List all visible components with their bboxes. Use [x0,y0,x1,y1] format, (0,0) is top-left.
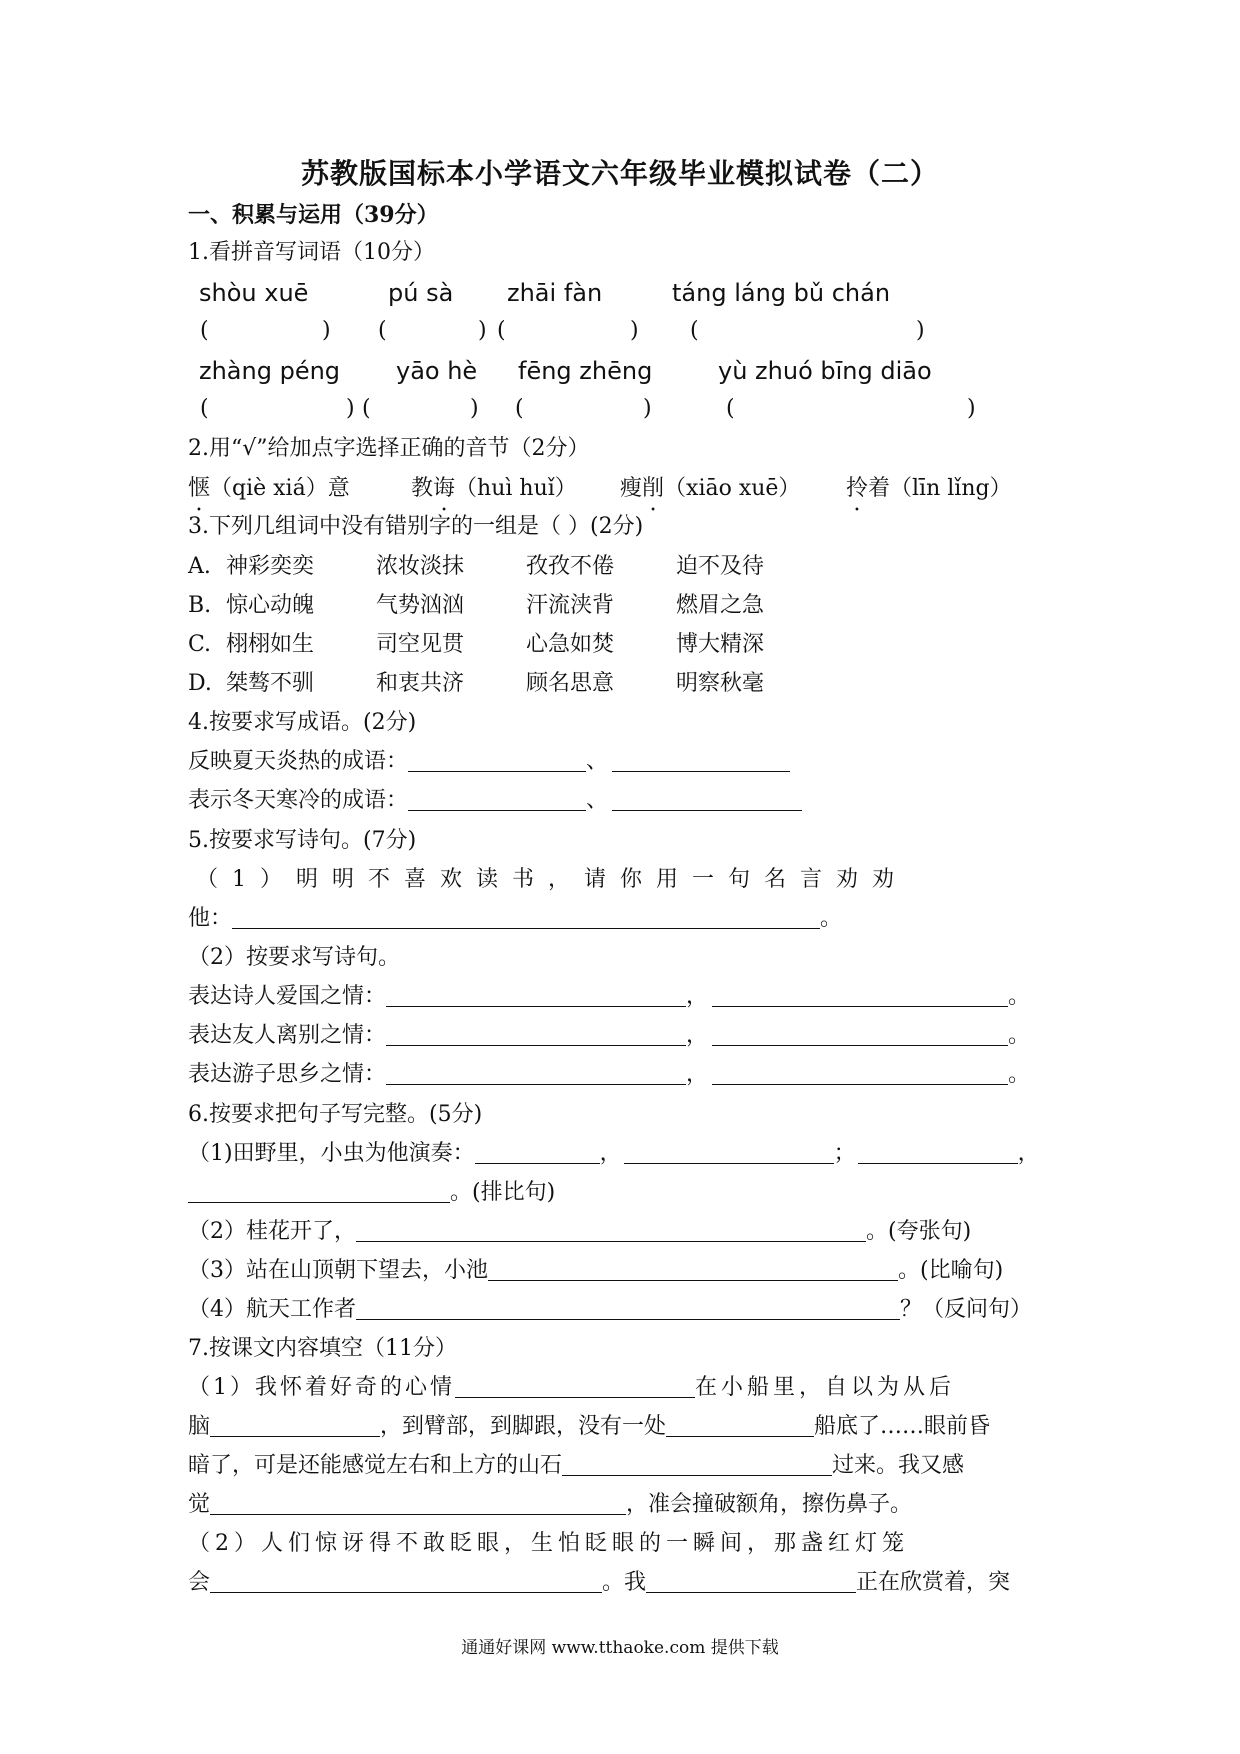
q7-line: 暗了，可是还能感觉左右和上方的山石 过来。我又感 [188,1453,965,1478]
poem-line: 表达游子思乡之情： ， 。 [188,1062,1031,1087]
pinyin: yāo hè [396,357,478,385]
option-word: 明察秋毫 [676,671,765,696]
q2-heading: 2.用“√”给加点字选择正确的音节（2分） [188,436,590,461]
section-heading: 一、积累与运用（39分） [188,202,439,228]
q1-heading: 1.看拼音写词语（10分） [188,240,435,265]
option-word: 气势汹汹 [376,593,465,618]
answer-paren-right: ) [478,318,487,343]
option-word: 和衷共济 [376,671,465,696]
option-word: 神彩奕奕 [226,554,315,579]
answer-blank[interactable] [712,1062,1008,1085]
pinyin: zhāi fàn [507,279,603,307]
q4-heading: 4.按要求写成语。(2分) [188,710,417,735]
answer-blank[interactable] [408,749,586,772]
option-label: C. [188,632,212,657]
option-word: 汗流浃背 [526,593,615,618]
answer-paren-right: ) [643,396,652,421]
answer-blank[interactable] [210,1414,380,1437]
poem-line: 表达诗人爱国之情： ， 。 [188,984,1031,1009]
answer-blank[interactable] [858,1141,1018,1164]
q5-sub: （2）按要求写诗句。 [188,945,400,970]
q5-prompt: （1）明明不喜欢读书，请你用一句名言劝劝 [196,867,908,892]
exam-title: 苏教版国标本小学语文六年级毕业模拟试卷（二） [300,157,939,190]
answer-blank[interactable] [712,984,1008,1007]
option-label: B. [188,593,212,618]
q2-item: 瘦削（xiāo xuē） [620,476,801,501]
answer-blank[interactable] [624,1141,834,1164]
q6-s1-cont: 。(排比句) [188,1178,555,1208]
option-label: D. [188,671,212,696]
q7-heading: 7.按课文内容填空（11分） [188,1336,457,1361]
answer-blank[interactable] [612,749,790,772]
q7-line: 会 。我 正在欣赏着，突 [188,1570,1011,1595]
option-word: 顾名思意 [526,671,615,696]
answer-paren-right: ) [470,396,479,421]
answer-blank[interactable] [712,1023,1008,1046]
answer-blank[interactable] [356,1219,866,1242]
q6-s1: （1)田野里，小虫为他演奏： ， ； ， [188,1141,1040,1166]
q4-winter-line: 表示冬天寒冷的成语： 、 [188,786,802,816]
option-word: 栩栩如生 [226,632,315,657]
answer-paren-right: ) [322,318,331,343]
pinyin: táng láng bǔ chán [672,279,891,307]
answer-paren-left: ( [200,318,209,343]
q2-item: 拎着（līn lǐng） [846,476,1012,501]
answer-blank[interactable] [210,1570,602,1593]
q7-line: （1）我怀着好奇的心情 在小船里，自以为从后 [188,1375,956,1400]
answer-paren-right: ) [630,318,639,343]
q2-item: 教诲（huì huǐ） [411,476,577,501]
answer-blank[interactable] [188,1180,450,1203]
answer-blank[interactable] [488,1258,898,1281]
answer-paren-left: ( [497,318,506,343]
answer-blank[interactable] [232,906,820,929]
answer-blank[interactable] [666,1414,814,1437]
option-word: 心急如焚 [526,632,615,657]
q7-line: （2）人们惊讶得不敢眨眼，生怕眨眼的一瞬间，那盏红灯笼 [188,1531,909,1556]
answer-paren-left: ( [515,396,524,421]
q6-heading: 6.按要求把句子写完整。(5分) [188,1102,483,1127]
answer-paren-right: ) [967,396,976,421]
option-word: 孜孜不倦 [526,554,615,579]
answer-blank[interactable] [386,1023,686,1046]
q4-summer-line: 反映夏天炎热的成语： 、 [188,747,790,777]
answer-blank[interactable] [386,984,686,1007]
option-word: 桀骜不驯 [226,671,315,696]
q3-heading: 3.下列几组词中没有错别字的一组是（ ）(2分) [188,514,644,539]
answer-paren-left: ( [690,318,699,343]
q7-line: 觉 ，准会撞破额角，擦伤鼻子。 [188,1492,913,1517]
option-word: 博大精深 [676,632,765,657]
answer-blank[interactable] [612,788,802,811]
answer-blank[interactable] [386,1062,686,1085]
option-word: 惊心动魄 [226,593,315,618]
q6-s3: （3）站在山顶朝下望去，小池 。(比喻句) [188,1258,1004,1283]
answer-paren-left: ( [200,396,209,421]
answer-paren-left: ( [362,396,371,421]
answer-paren-left: ( [378,318,387,343]
answer-blank[interactable] [210,1492,626,1515]
q2-item: 惬（qiè xiá）意 [188,476,350,501]
pinyin: shòu xuē [199,279,309,307]
option-word: 浓妆淡抹 [376,554,465,579]
answer-blank[interactable] [455,1375,695,1398]
pinyin: fēng zhēng [518,357,653,385]
answer-paren-right: ) [346,396,355,421]
option-label: A. [188,554,211,579]
q5-heading: 5.按要求写诗句。(7分) [188,828,417,853]
q6-s2: （2）桂花开了， 。(夸张句) [188,1219,972,1244]
poem-line: 表达友人离别之情： ， 。 [188,1023,1031,1048]
answer-blank[interactable] [475,1141,600,1164]
answer-paren-right: ) [916,318,925,343]
option-word: 燃眉之急 [676,593,765,618]
answer-blank[interactable] [646,1570,856,1593]
q5-answer-line: 他： 。 [188,906,843,931]
pinyin: pú sà [388,279,454,307]
answer-paren-left: ( [726,396,735,421]
q6-s4: （4）航天工作者 ？（反问句） [188,1297,1033,1322]
footer-credit: 通通好课网 www.tthaoke.com 提供下载 [461,1638,779,1658]
answer-blank[interactable] [408,788,586,811]
option-word: 司空见贯 [376,632,465,657]
pinyin: zhàng péng [199,357,341,385]
answer-blank[interactable] [562,1453,832,1476]
answer-blank[interactable] [356,1297,900,1320]
pinyin: yù zhuó bīng diāo [718,357,932,385]
q7-line: 脑 ，到臂部，到脚跟，没有一处 船底了……眼前昏 [188,1414,991,1439]
option-word: 迫不及待 [676,554,765,579]
